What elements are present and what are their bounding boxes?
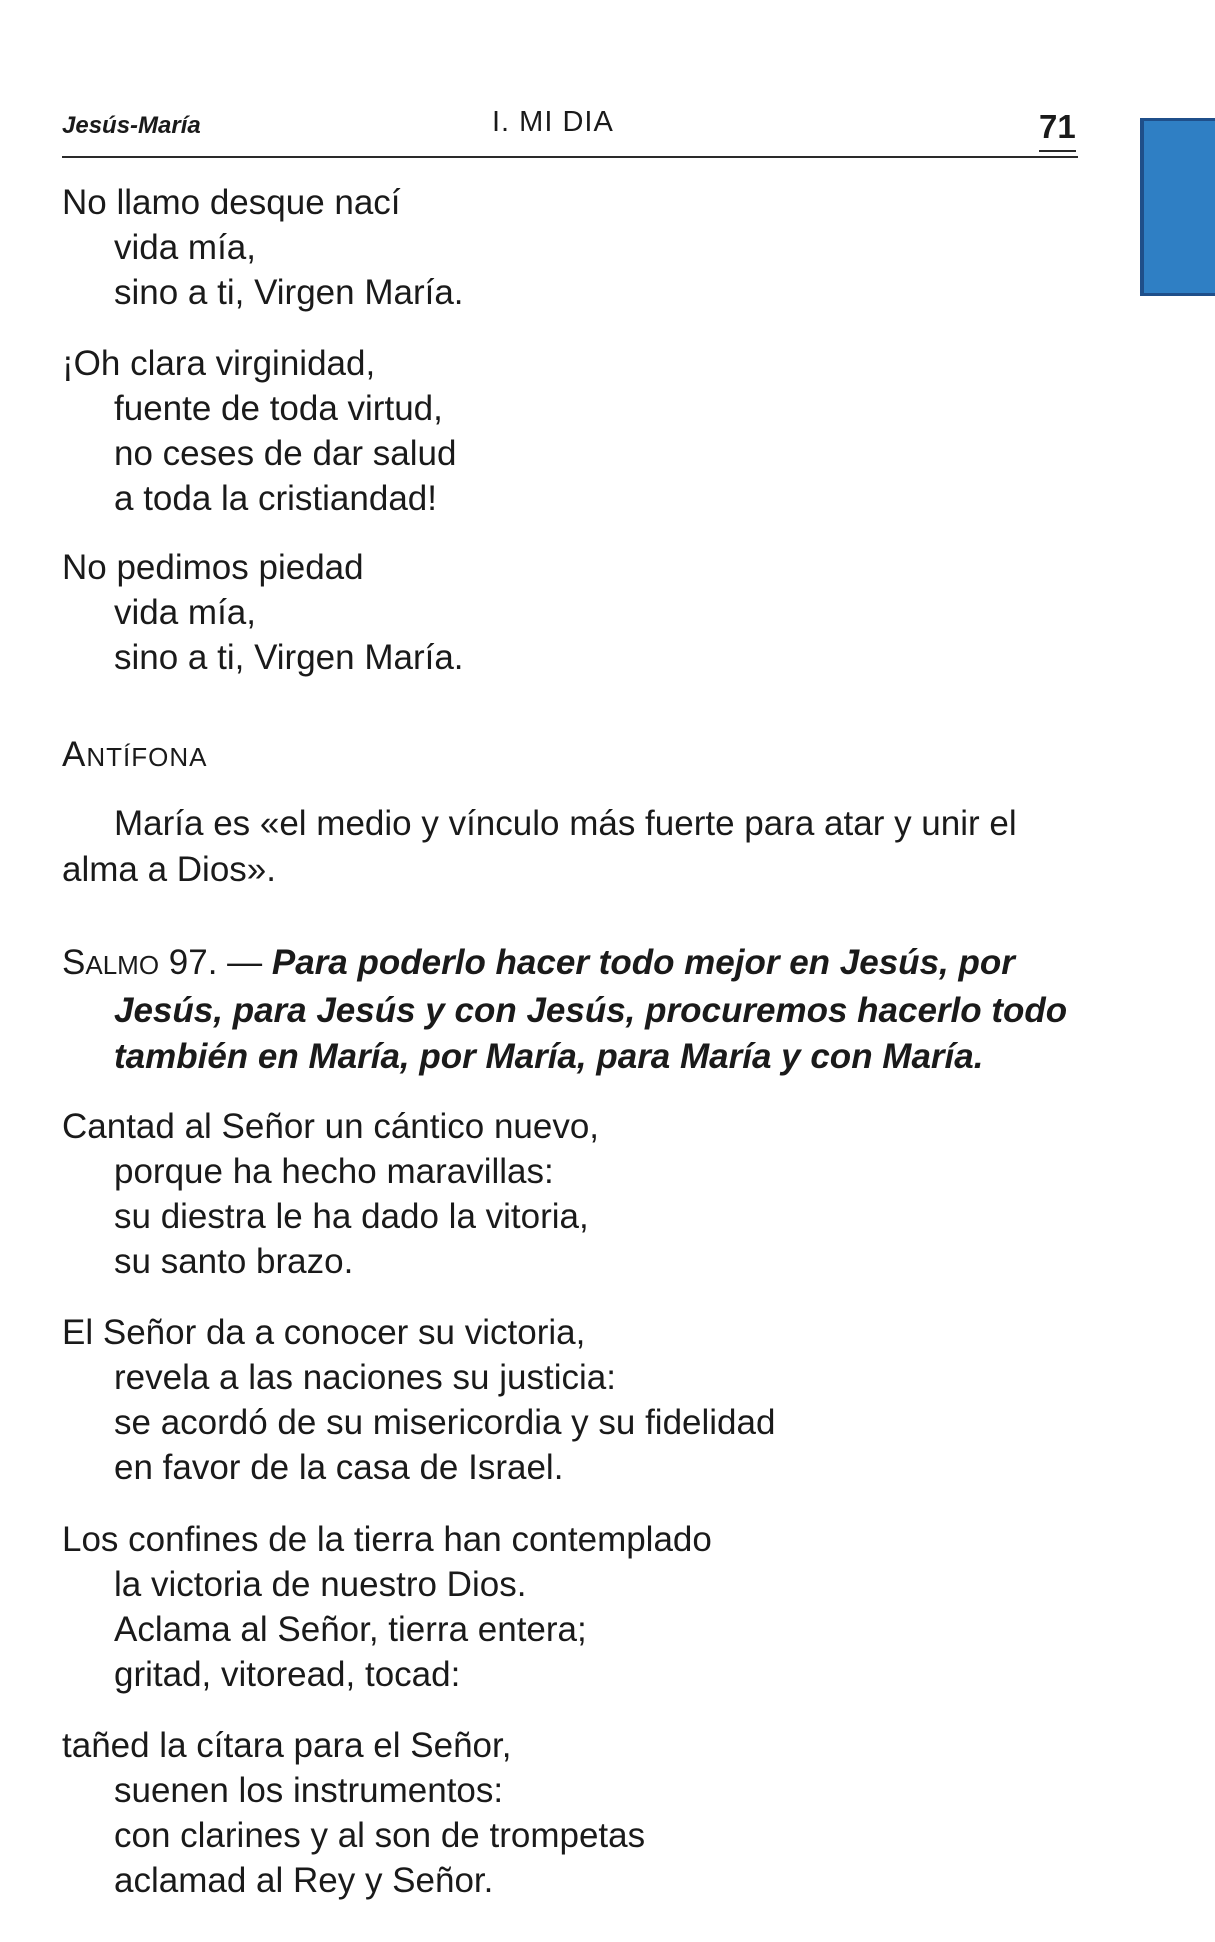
psalm-stanza-4 bbox=[62, 1723, 1082, 1903]
psalm-stanza-3 bbox=[62, 1517, 1082, 1697]
verse-line: sino a ti, Virgen María. bbox=[114, 273, 464, 312]
verse-line: vida mía, bbox=[114, 593, 256, 632]
verse-line: la victoria de nuestro Dios. bbox=[114, 1565, 527, 1604]
verse-line: aclamad al Rey y Señor. bbox=[114, 1861, 494, 1900]
psalm-number: 97. — bbox=[159, 943, 272, 982]
verse-line: tañed la cítara para el Señor, bbox=[62, 1726, 512, 1765]
verse-line: Los confines de la tierra han contemplado bbox=[62, 1520, 712, 1559]
psalm-title bbox=[62, 940, 1082, 1080]
psalm-epigraph-3: también en María, por María, para María y con María. bbox=[114, 1037, 984, 1076]
running-head-left: Jesús-María bbox=[62, 112, 201, 139]
poem-stanza-3 bbox=[62, 545, 1082, 680]
psalm-title-line-1 bbox=[62, 940, 1082, 988]
verse-line: El Señor da a conocer su victoria, bbox=[62, 1313, 586, 1352]
thumb-index-tab bbox=[1140, 118, 1215, 296]
verse-line: revela a las naciones su justicia: bbox=[114, 1358, 616, 1397]
antifona-heading bbox=[62, 735, 207, 777]
running-head-center: I. MI DIA bbox=[492, 106, 614, 138]
antifona-line-2: alma a Dios». bbox=[62, 850, 276, 889]
poem-stanza-2 bbox=[62, 341, 1082, 521]
antifona-line-1: María es «el medio y vínculo más fuerte para atar y unir el bbox=[114, 804, 1017, 843]
verse-line: suenen los instrumentos: bbox=[114, 1771, 504, 1810]
verse-line: se acordó de su misericordia y su fidelidad bbox=[114, 1403, 776, 1442]
antifona-text bbox=[62, 801, 1082, 893]
psalm-label-rest: ALMO bbox=[85, 950, 160, 980]
verse-line: porque ha hecho maravillas: bbox=[114, 1152, 554, 1191]
antifona-heading-rest: NTÍFONA bbox=[86, 742, 208, 772]
verse-line: gritad, vitoread, tocad: bbox=[114, 1655, 461, 1694]
antifona-heading-initial: A bbox=[62, 735, 87, 774]
psalm-label bbox=[62, 943, 159, 982]
verse-line: fuente de toda virtud, bbox=[114, 389, 443, 428]
verse-line: Aclama al Señor, tierra entera; bbox=[114, 1610, 587, 1649]
psalm-epigraph-2: Jesús, para Jesús y con Jesús, procuremos hacerlo todo bbox=[114, 991, 1068, 1030]
verse-line: con clarines y al son de trompetas bbox=[114, 1816, 646, 1855]
verse-line: sino a ti, Virgen María. bbox=[114, 638, 464, 677]
verse-line: vida mía, bbox=[114, 228, 256, 267]
verse-line: en favor de la casa de Israel. bbox=[114, 1448, 564, 1487]
running-header bbox=[62, 106, 1078, 158]
verse-line: su diestra le ha dado la vitoria, bbox=[114, 1197, 589, 1236]
psalm-stanza-2 bbox=[62, 1310, 1082, 1490]
verse-line: Cantad al Señor un cántico nuevo, bbox=[62, 1107, 600, 1146]
psalm-stanza-1 bbox=[62, 1104, 1082, 1284]
verse-line: a toda la cristiandad! bbox=[114, 479, 437, 518]
verse-line: No pedimos piedad bbox=[62, 548, 364, 587]
page-number: 71 bbox=[1039, 108, 1076, 152]
verse-line: No llamo desque nací bbox=[62, 183, 401, 222]
verse-line: ¡Oh clara virginidad, bbox=[62, 344, 376, 383]
verse-line: su santo brazo. bbox=[114, 1242, 354, 1281]
poem-stanza-1 bbox=[62, 180, 1082, 315]
psalm-epigraph-1: Para poderlo hacer todo mejor en Jesús, por bbox=[271, 943, 1015, 982]
verse-line: no ceses de dar salud bbox=[114, 434, 457, 473]
psalm-label-initial: S bbox=[62, 943, 86, 982]
